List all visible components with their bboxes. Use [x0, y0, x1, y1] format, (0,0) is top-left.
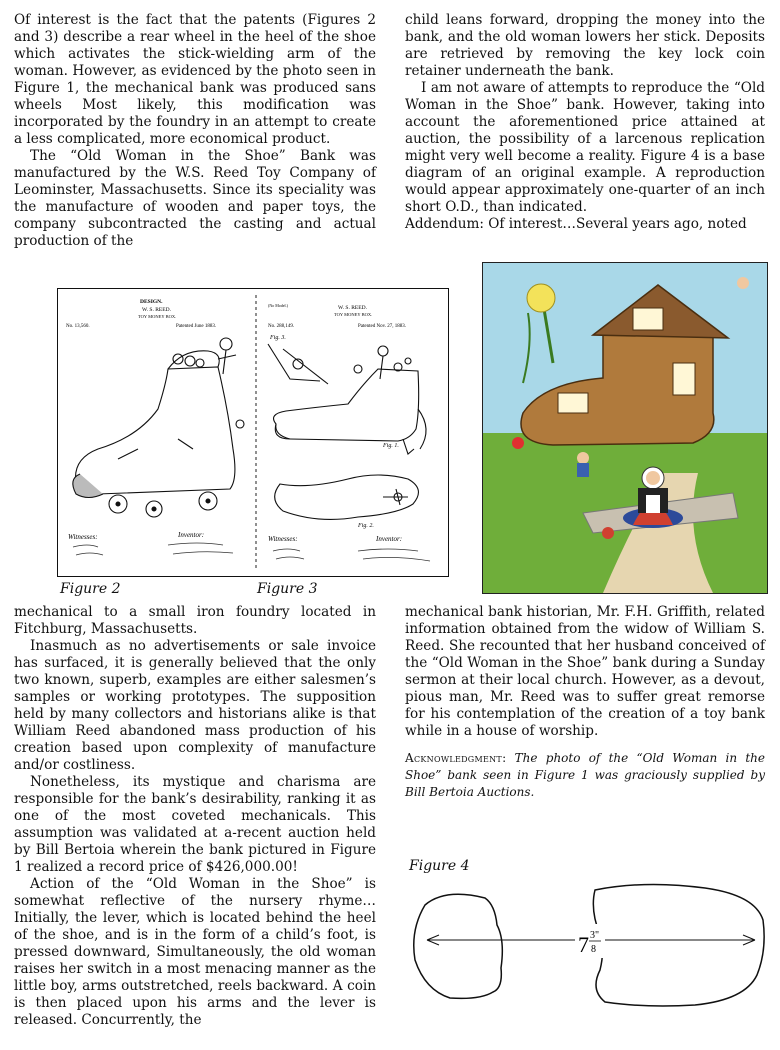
- paragraph: Inasmuch as no advertisements or sale invoice has surfaced, it is generally believed that the only two known, superb, examples are either salesmen’s samples or working prototypes. The supposition held by many collectors and historians alike is that William Reed abandoned mass production of his creation based upon complexity of manufacture and/or costliness.: [14, 638, 376, 773]
- patent-left-subject: TOY MONEY BOX.: [138, 314, 177, 319]
- patent-left-heading: DESIGN.: [140, 299, 163, 305]
- shoe-patent-left-drawing: [73, 338, 244, 517]
- acknowledgment-text: The photo of the “Old Woman in the Shoe” bank seen in Figure 1 was graciously supplied by Bill Bertoia Auctions.: [405, 751, 765, 799]
- addendum-line: Addendum: Of interest…Several years ago, noted: [405, 216, 747, 232]
- paragraph: Of interest is the fact that the patents (Figures 2 and 3) describe a rear wheel in the heel of the shoe which activates the stick-wielding arm of the woman. However, as evidenced by the photo seen in Figure 1, the mechanical bank was produced sans wheels Most likely, this modification was incorporated by the foundry in an attempt to create a less complicated, more economical product.: [14, 12, 376, 147]
- patent-left-witnesses: Witnesses:: [68, 533, 98, 541]
- paragraph: Nonetheless, its mystique and charisma are responsible for the bank’s desirability, ranking it as one of the most coveted mechanicals. This assumption was validated at a-recent auction held by Bill Bertoia wherein the bank pictured in Figure 1 realized a record price of $426,000.00!: [14, 774, 376, 875]
- column-top-right: [405, 12, 765, 233]
- patent-left-number: No. 13,560.: [66, 324, 90, 329]
- patent-right-fig3: Fig. 3.: [270, 335, 286, 341]
- patent-right-fig2: Fig. 2.: [358, 523, 374, 529]
- patent-right-date: Patented Nov. 27, 1883.: [358, 324, 407, 329]
- paragraph: Action of the “Old Woman in the Shoe” is somewhat reflective of the nursery rhyme… Initially, the lever, which is located behind the heel of the shoe, and is in the form of a child’s foot, is pressed downward, Simultaneously, the old woman raises her switch in a most menacing manner as the little boy, arms outstretched, reels backward. A coin is then placed upon his arms and the lever is released. Concurrently, the: [14, 876, 376, 1028]
- figure-2-caption: Figure 2: [60, 581, 121, 597]
- patent-right-fig1: Fig. 1.: [383, 443, 399, 449]
- dimension-whole: 7: [578, 932, 589, 957]
- paragraph: mechanical bank historian, Mr. F.H. Griffith, related information obtained from the widow of William S. Reed. She recounted that her husband conceived of the “Old Woman in the Shoe” bank during a Sunday sermon at their local church. However, as a devout, pious man, Mr. Reed was to suffer great remorse for his contemplation of the creation of a toy bank while in a house of worship.: [405, 604, 765, 739]
- acknowledgment: [405, 750, 765, 801]
- paragraph: mechanical to a small iron foundry located in Fitchburg, Massachusetts.: [14, 604, 376, 637]
- patent-right-inventor: W. S. REED.: [338, 305, 367, 311]
- patent-left-date: Patented June 1883.: [176, 324, 217, 329]
- patent-drawings-figure: [57, 288, 449, 577]
- dimension-numerator: 3": [590, 930, 600, 941]
- paragraph: child leans forward, dropping the money into the bank, and the old woman lowers her stick. Deposits are retrieved by removing the key lock coin retainer underneath the bank.: [405, 12, 765, 79]
- column-bottom-right: [405, 604, 765, 801]
- figure-4-caption: Figure 4: [409, 858, 470, 874]
- column-bottom-left: [14, 604, 376, 1029]
- dimension-denominator: 8: [591, 944, 596, 955]
- patent-right-number: No. 288,149.: [268, 324, 295, 329]
- acknowledgment-label: Acknowledgment:: [405, 751, 507, 765]
- patent-right-inventor-label: Inventor:: [376, 535, 403, 543]
- figure-3-caption: Figure 3: [257, 581, 318, 597]
- patent-right-model: (No Model.): [268, 303, 288, 308]
- storybook-picture: [483, 263, 767, 593]
- column-top-left: [14, 12, 376, 250]
- patent-left-inventor: W. S. REED.: [142, 307, 171, 313]
- paragraph: The “Old Woman in the Shoe” Bank was manufactured by the W.S. Reed Toy Company of Leominster, Massachusetts. Since its speciality was the manufacture of wooden and paper toys, the company subcontracted the casting and actual production of the: [14, 148, 376, 249]
- figure-4-base-diagram: [405, 880, 770, 1030]
- old-woman-shoe-illustration: [482, 262, 768, 594]
- paragraph: I am not aware of attempts to reproduce the “Old Woman in the Shoe” bank. However, taking into account the aforementioned price attained at auction, the possibility of a larcenous replication might very well become a reality. Figure 4 is a base diagram of an original example. A reproduction would appear approximately one-quarter of an inch short O.D., than indicated.: [405, 80, 765, 215]
- patent-right-witnesses: Witnesses:: [268, 535, 298, 543]
- patent-drawings: [58, 289, 448, 576]
- shoe-patent-right-drawing: [268, 344, 426, 519]
- patent-left-inventor-label: Inventor:: [178, 531, 205, 539]
- patent-right-subject: TOY MONEY BOX.: [334, 312, 373, 317]
